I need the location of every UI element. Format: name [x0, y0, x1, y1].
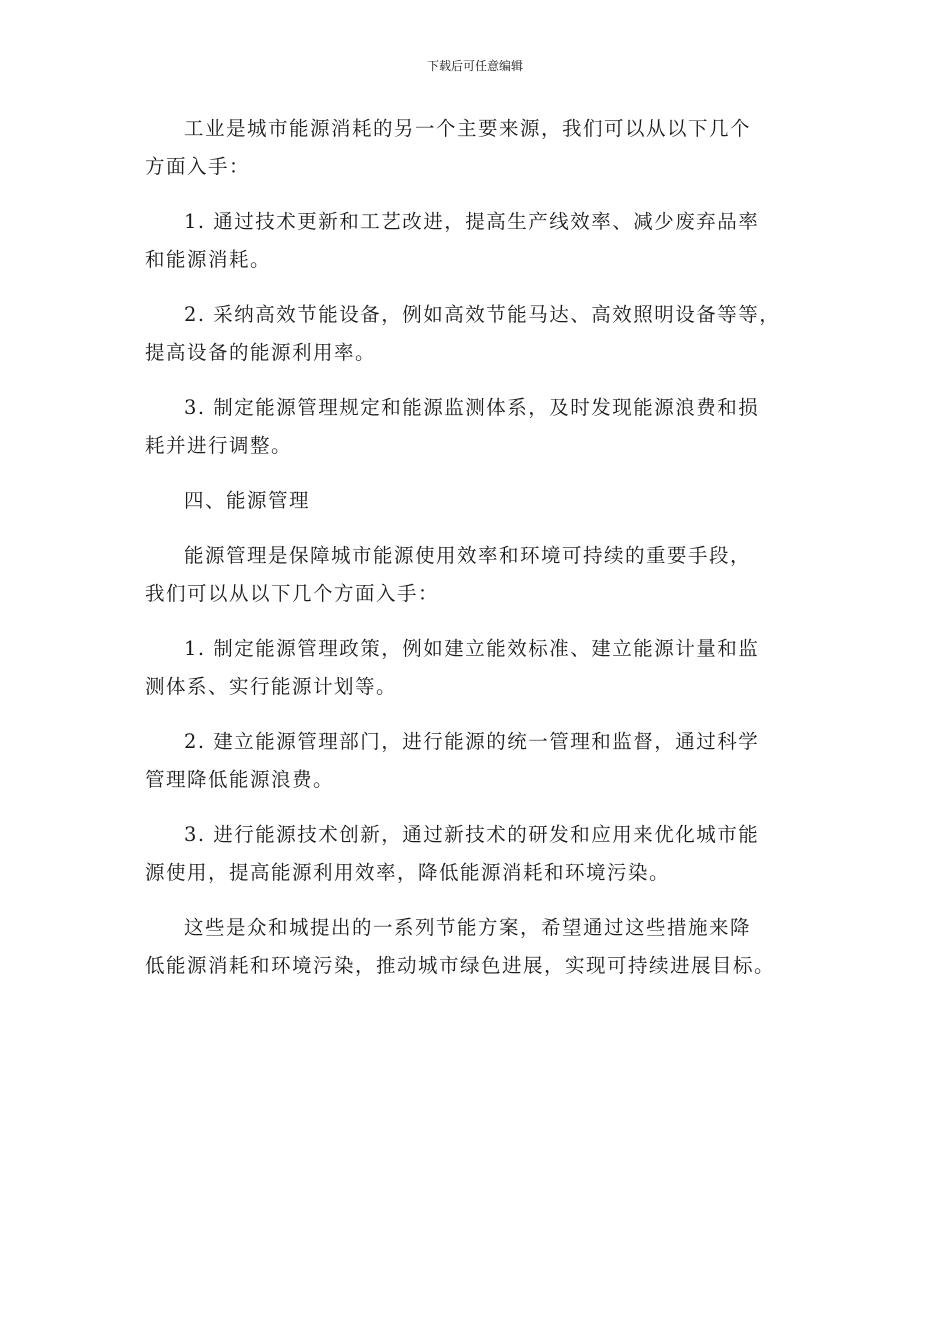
- section-heading-energy-management: 四、能源管理: [184, 489, 311, 512]
- page-header: 下载后可任意编辑: [426, 59, 523, 73]
- list-item-management-3: 3. 进行能源技术创新，通过新技术的研发和应用来优化城市能 源使用，提高能源利用效率，降低能源消耗和环境污染。: [145, 823, 760, 884]
- paragraph-conclusion: 这些是众和城提出的一系列节能方案，希望通过这些措施来降 低能源消耗和环境污染，推动城市绿色进展，实现可持续进展目标。: [145, 916, 776, 977]
- paragraph-industry-intro: 工业是城市能源消耗的另一个主要来源，我们可以从以下几个 方面入手：: [145, 117, 752, 178]
- list-item-industry-2: 2. 采纳高效节能设备，例如高效节能马达、高效照明设备等等， 提高设备的能源利用率。: [145, 303, 781, 364]
- list-item-industry-1: 1. 通过技术更新和工艺改进，提高生产线效率、减少废弃品率 和能源消耗。: [145, 210, 760, 271]
- list-item-industry-3: 3. 制定能源管理规定和能源监测体系，及时发现能源浪费和损 耗并进行调整。: [145, 396, 760, 457]
- document-body: [145, 110, 810, 1002]
- list-item-management-2: 2. 建立能源管理部门，进行能源的统一管理和监督，通过科学 管理降低能源浪费。: [145, 730, 760, 791]
- paragraph-management-intro: 能源管理是保障城市能源使用效率和环境可持续的重要手段， 我们可以从以下几个方面入手：: [145, 544, 752, 605]
- list-item-management-1: 1. 制定能源管理政策，例如建立能效标准、建立能源计量和监 测体系、实行能源计划等。: [145, 637, 760, 698]
